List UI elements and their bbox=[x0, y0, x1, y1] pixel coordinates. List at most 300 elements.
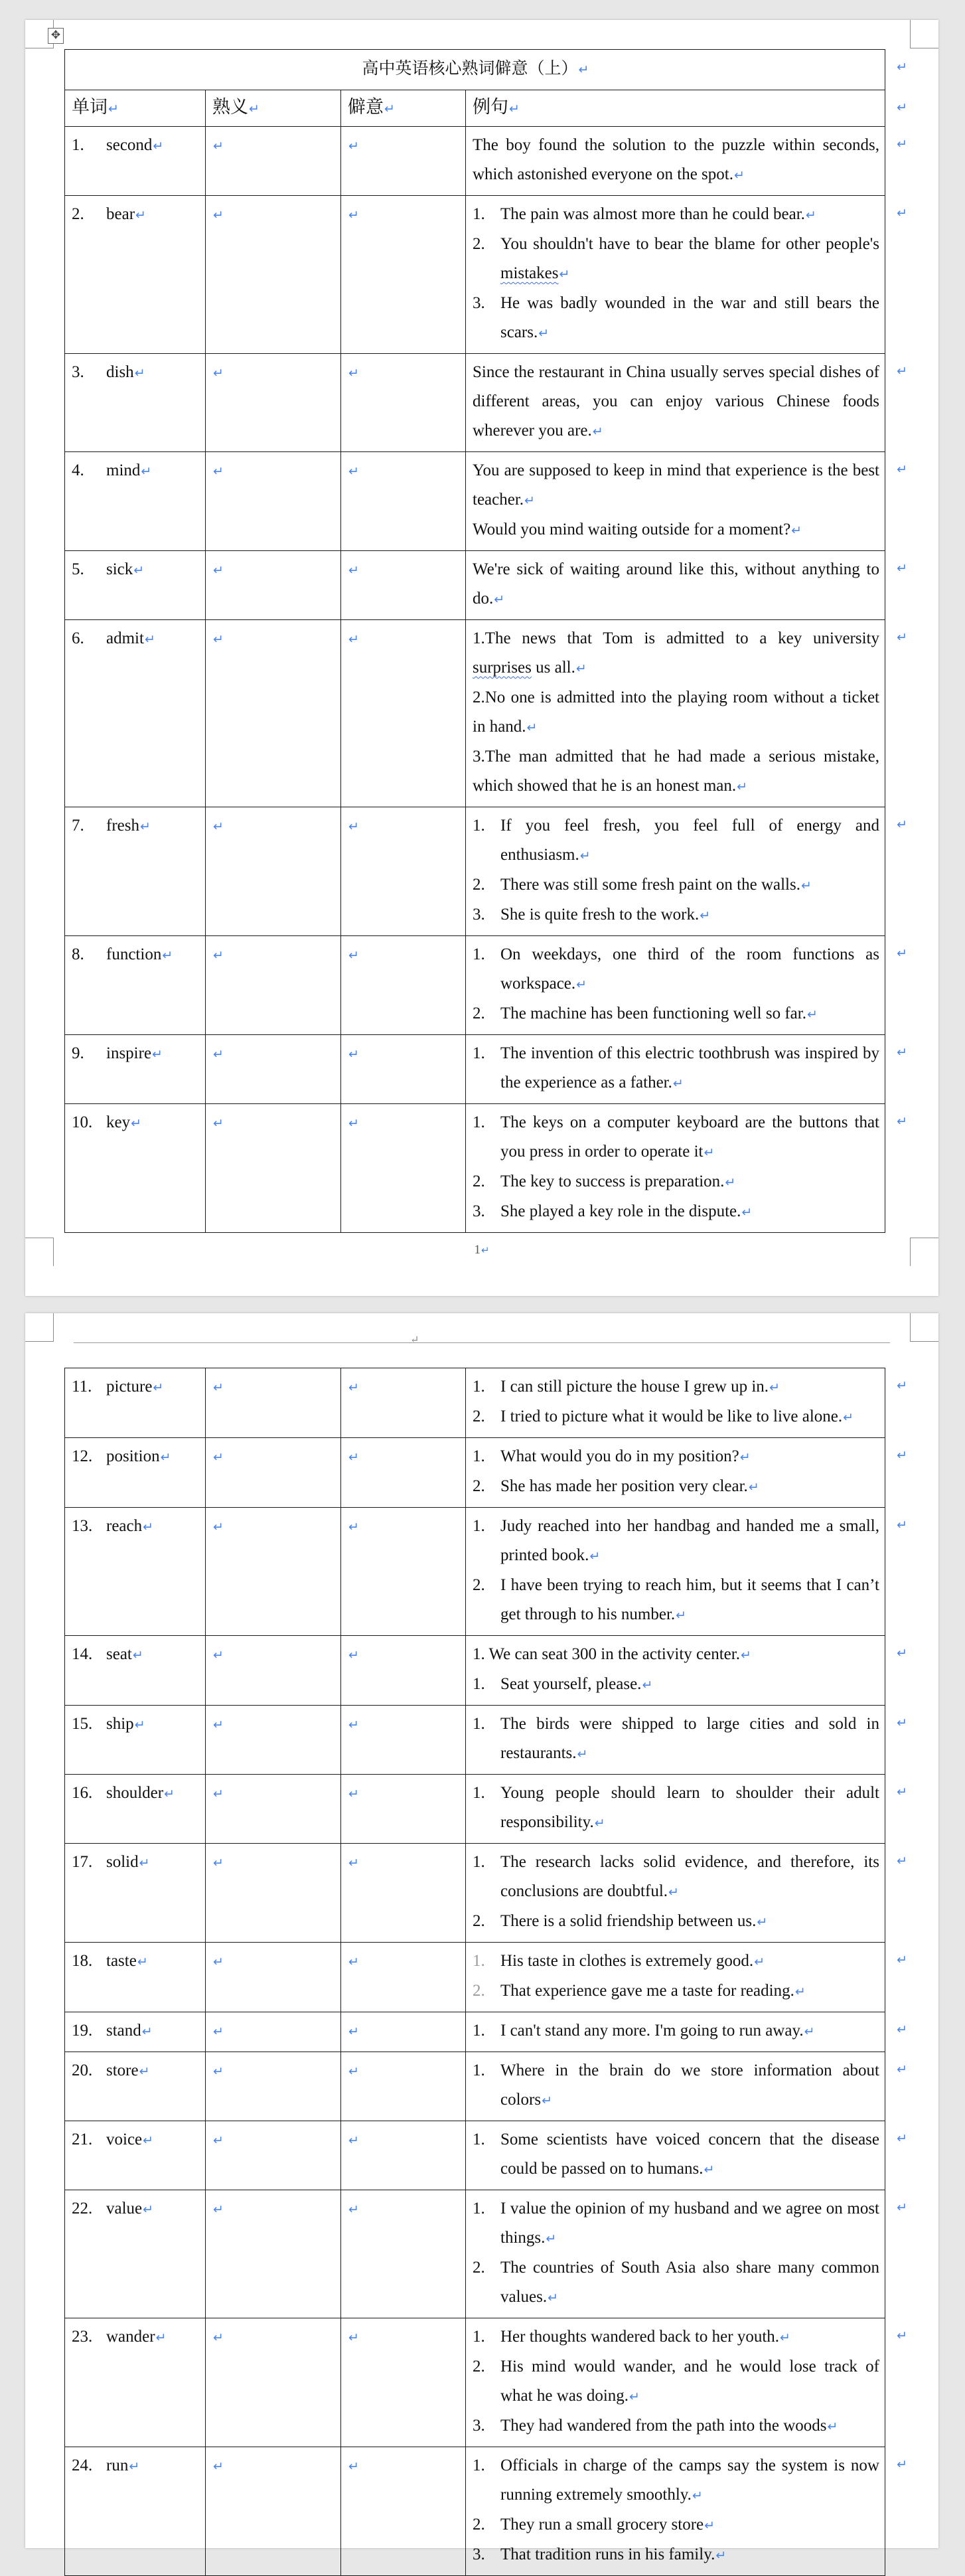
word-number: 21. bbox=[72, 2131, 93, 2148]
example-list-item bbox=[473, 999, 879, 1029]
example-sentence bbox=[473, 624, 879, 683]
paragraph-mark-icon: ↵ bbox=[827, 2419, 838, 2434]
example-list-item bbox=[473, 200, 879, 230]
word-text: mind bbox=[106, 461, 141, 479]
list-number: 2. bbox=[473, 1982, 485, 2000]
familiar-meaning-cell[interactable] bbox=[206, 2318, 341, 2447]
paragraph-mark-icon: ↵ bbox=[213, 948, 224, 963]
paragraph-mark-icon: ↵ bbox=[579, 848, 591, 863]
paragraph-mark-icon: ↵ bbox=[137, 1955, 148, 1969]
example-text: That tradition runs in his family. bbox=[500, 2545, 715, 2563]
paragraph-mark-icon: ↵ bbox=[700, 908, 711, 923]
word-number: 17. bbox=[72, 1853, 93, 1871]
example-text: She has made her position very clear. bbox=[500, 1477, 748, 1495]
paragraph-mark-icon: ↵ bbox=[672, 1076, 684, 1091]
word-text: admit bbox=[106, 629, 144, 647]
example-cell[interactable] bbox=[466, 2190, 907, 2318]
word-number: 18. bbox=[72, 1952, 93, 1970]
rare-meaning-cell[interactable] bbox=[341, 1775, 466, 1844]
word-cell[interactable] bbox=[65, 1943, 206, 2012]
example-text: His taste in clothes is extremely good. bbox=[500, 1952, 754, 1970]
paragraph-mark-icon: ↵ bbox=[213, 1520, 224, 1534]
example-cell[interactable] bbox=[466, 1035, 907, 1104]
table-move-handle-icon[interactable]: ✥ bbox=[48, 28, 64, 44]
example-list-item bbox=[473, 1779, 879, 1838]
header-cell[interactable] bbox=[466, 90, 907, 127]
familiar-meaning-cell[interactable] bbox=[206, 2447, 341, 2576]
example-list-item bbox=[473, 2016, 879, 2046]
paragraph-mark-icon: ↵ bbox=[348, 464, 359, 479]
paragraph-mark-icon: ↵ bbox=[213, 632, 224, 647]
familiar-meaning-cell[interactable] bbox=[206, 354, 341, 452]
example-cell[interactable] bbox=[466, 1368, 907, 1438]
paragraph-mark-icon: ↵ bbox=[348, 1955, 359, 1969]
word-cell[interactable] bbox=[65, 2447, 206, 2576]
table-title-cell[interactable] bbox=[65, 50, 907, 90]
example-text: Some scientists have voiced concern that the disease could be passed on to humans. bbox=[500, 2131, 879, 2178]
paragraph-mark-icon: ↵ bbox=[213, 1648, 224, 1662]
list-number: 3. bbox=[473, 294, 485, 312]
example-list-item bbox=[473, 2411, 879, 2441]
word-cell[interactable] bbox=[65, 1636, 206, 1706]
paragraph-mark-icon: ↵ bbox=[213, 1450, 224, 1465]
example-cell[interactable] bbox=[466, 2318, 907, 2447]
rare-meaning-cell[interactable] bbox=[341, 551, 466, 620]
familiar-meaning-cell[interactable] bbox=[206, 1706, 341, 1775]
table-row bbox=[65, 2012, 885, 2052]
paragraph-mark-icon: ↵ bbox=[494, 592, 505, 607]
word-cell[interactable] bbox=[65, 620, 206, 807]
example-cell[interactable] bbox=[466, 2052, 907, 2121]
paragraph-mark-icon: ↵ bbox=[348, 2459, 359, 2474]
table-row bbox=[65, 1035, 885, 1104]
rare-meaning-cell[interactable] bbox=[341, 807, 466, 936]
list-number: 1. bbox=[473, 1113, 485, 1131]
paragraph-mark-icon: ↵ bbox=[578, 62, 589, 77]
paragraph-mark-icon: ↵ bbox=[132, 1648, 143, 1662]
word-text: shoulder bbox=[106, 1784, 164, 1802]
familiar-meaning-cell[interactable] bbox=[206, 807, 341, 936]
table-row bbox=[65, 1844, 885, 1943]
word-text: picture bbox=[106, 1378, 153, 1396]
example-cell[interactable] bbox=[466, 1844, 907, 1943]
list-number: 3. bbox=[473, 1202, 485, 1220]
paragraph-mark-icon: ↵ bbox=[804, 2024, 815, 2039]
example-text: There is a solid friendship between us. bbox=[500, 1912, 757, 1930]
list-number: 1. bbox=[473, 2022, 485, 2040]
word-text: key bbox=[106, 1113, 131, 1131]
familiar-meaning-cell[interactable] bbox=[206, 127, 341, 196]
rare-meaning-cell[interactable] bbox=[341, 1508, 466, 1636]
row-end-mark-icon: ↵ bbox=[897, 1716, 907, 1730]
word-cell[interactable] bbox=[65, 354, 206, 452]
example-text: I can't stand any more. I'm going to run away. bbox=[500, 2022, 804, 2040]
list-number: 1. bbox=[473, 2131, 485, 2148]
table-row bbox=[65, 1438, 885, 1508]
word-text: ship bbox=[106, 1715, 134, 1733]
header-cell[interactable] bbox=[65, 90, 206, 127]
paragraph-mark-icon: ↵ bbox=[213, 2133, 224, 2148]
word-cell[interactable] bbox=[65, 196, 206, 354]
example-cell[interactable] bbox=[466, 551, 907, 620]
rare-meaning-cell[interactable] bbox=[341, 1035, 466, 1104]
header-cell[interactable] bbox=[341, 90, 466, 127]
list-number: 3. bbox=[473, 906, 485, 924]
paragraph-mark-icon: ↵ bbox=[213, 2064, 224, 2079]
familiar-meaning-cell[interactable] bbox=[206, 620, 341, 807]
example-text: The invention of this electric toothbrush was inspired by the experience as a father. bbox=[500, 1044, 879, 1091]
familiar-meaning-cell[interactable] bbox=[206, 1636, 341, 1706]
example-cell[interactable] bbox=[466, 1636, 907, 1706]
table-row bbox=[65, 1706, 885, 1775]
example-list-item bbox=[473, 230, 879, 289]
familiar-meaning-cell[interactable] bbox=[206, 196, 341, 354]
table-row bbox=[65, 1104, 885, 1233]
list-number: 1. bbox=[473, 1715, 485, 1733]
example-text: The key to success is preparation. bbox=[500, 1172, 725, 1190]
rare-meaning-cell[interactable] bbox=[341, 1844, 466, 1943]
example-list-item bbox=[473, 1976, 879, 2006]
header-word: 单词 bbox=[72, 97, 108, 118]
list-number: 2. bbox=[473, 2259, 485, 2277]
familiar-meaning-cell[interactable] bbox=[206, 2190, 341, 2318]
example-cell[interactable] bbox=[466, 1438, 907, 1508]
row-end-mark-icon: ↵ bbox=[897, 1378, 907, 1393]
rare-meaning-cell[interactable] bbox=[341, 2012, 466, 2052]
rare-meaning-cell[interactable] bbox=[341, 2052, 466, 2121]
familiar-meaning-cell[interactable] bbox=[206, 936, 341, 1035]
header-rare-meaning: 僻意 bbox=[348, 97, 384, 118]
paragraph-mark-icon: ↵ bbox=[805, 208, 816, 222]
example-text: The machine has been functioning well so far. bbox=[500, 1005, 806, 1022]
example-text: You shouldn't have to bear the blame for other people's mistakes bbox=[500, 235, 879, 282]
paragraph-mark-icon: ↵ bbox=[748, 1480, 759, 1494]
example-list-item bbox=[473, 811, 879, 870]
paragraph-mark-icon: ↵ bbox=[733, 168, 745, 183]
list-number: 1. bbox=[473, 817, 485, 835]
example-list-item bbox=[473, 1710, 879, 1769]
paragraph-mark-icon: ↵ bbox=[143, 2202, 154, 2217]
familiar-meaning-cell[interactable] bbox=[206, 1035, 341, 1104]
example-cell[interactable] bbox=[466, 452, 907, 551]
paragraph-mark-icon: ↵ bbox=[153, 1380, 164, 1395]
row-end-mark-icon: ↵ bbox=[897, 1953, 907, 1967]
header-paragraph-mark-icon: ↵ bbox=[410, 1334, 419, 1346]
paragraph-mark-icon: ↵ bbox=[213, 2024, 224, 2039]
example-text: Her thoughts wandered back to her youth. bbox=[500, 2328, 780, 2346]
word-text: stand bbox=[106, 2022, 141, 2040]
example-list-item bbox=[473, 1947, 879, 1976]
paragraph-mark-icon: ↵ bbox=[754, 1955, 765, 1969]
word-cell[interactable] bbox=[65, 1104, 206, 1233]
paragraph-mark-icon: ↵ bbox=[160, 1450, 171, 1465]
paragraph-mark-icon: ↵ bbox=[139, 819, 151, 834]
rare-meaning-cell[interactable] bbox=[341, 354, 466, 452]
row-end-mark-icon: ↵ bbox=[897, 364, 907, 378]
paragraph-mark-icon: ↵ bbox=[134, 1718, 145, 1732]
table-row bbox=[65, 1943, 885, 2012]
word-cell[interactable] bbox=[65, 2318, 206, 2447]
paragraph-mark-icon: ↵ bbox=[348, 2133, 359, 2148]
table-row bbox=[65, 127, 885, 196]
row-end-mark-icon: ↵ bbox=[897, 100, 907, 115]
rare-meaning-cell[interactable] bbox=[341, 1706, 466, 1775]
paragraph-mark-icon: ↵ bbox=[741, 1205, 753, 1220]
header-cell[interactable] bbox=[206, 90, 341, 127]
example-text: We're sick of waiting around like this, without anything to do. bbox=[473, 560, 879, 607]
example-text: There was still some fresh paint on the walls. bbox=[500, 876, 800, 894]
word-number: 13. bbox=[72, 1517, 93, 1535]
paragraph-mark-icon: ↵ bbox=[769, 1380, 780, 1395]
example-sentence bbox=[473, 358, 879, 446]
paragraph-mark-icon: ↵ bbox=[704, 2162, 715, 2177]
example-text: What would you do in my position? bbox=[500, 1447, 739, 1465]
paragraph-mark-icon: ↵ bbox=[213, 563, 224, 578]
word-cell[interactable] bbox=[65, 551, 206, 620]
familiar-meaning-cell[interactable] bbox=[206, 1104, 341, 1233]
page-corner-mark bbox=[25, 1313, 54, 1342]
word-cell[interactable] bbox=[65, 127, 206, 196]
familiar-meaning-cell[interactable] bbox=[206, 1438, 341, 1508]
rare-meaning-cell[interactable] bbox=[341, 1636, 466, 1706]
familiar-meaning-cell[interactable] bbox=[206, 452, 341, 551]
paragraph-mark-icon: ↵ bbox=[348, 1450, 359, 1465]
paragraph-mark-icon: ↵ bbox=[213, 366, 224, 380]
paragraph-mark-icon: ↵ bbox=[213, 464, 224, 479]
table-row bbox=[65, 196, 885, 354]
paragraph-mark-icon: ↵ bbox=[213, 1955, 224, 1969]
example-text: I value the opinion of my husband and we agree on most things. bbox=[500, 2200, 879, 2247]
paragraph-mark-icon: ↵ bbox=[757, 1915, 768, 1929]
rare-meaning-cell[interactable] bbox=[341, 2190, 466, 2318]
list-number: 1. bbox=[473, 1675, 485, 1693]
word-cell[interactable] bbox=[65, 2012, 206, 2052]
example-text: 1. We can seat 300 in the activity center. bbox=[473, 1645, 740, 1663]
paragraph-mark-icon: ↵ bbox=[524, 493, 535, 508]
list-number: 1. bbox=[473, 1447, 485, 1465]
paragraph-mark-icon: ↵ bbox=[348, 139, 359, 153]
list-number: 1. bbox=[473, 1044, 485, 1062]
word-text: taste bbox=[106, 1952, 137, 1970]
paragraph-mark-icon: ↵ bbox=[737, 779, 748, 794]
word-cell[interactable] bbox=[65, 1844, 206, 1943]
list-number: 1. bbox=[473, 1378, 485, 1396]
word-number: 24. bbox=[72, 2456, 93, 2474]
list-number: 1. bbox=[473, 1517, 485, 1535]
example-text: 1.The news that Tom is admitted to a key university surprises us all. bbox=[473, 629, 879, 677]
example-cell[interactable] bbox=[466, 620, 907, 807]
rare-meaning-cell[interactable] bbox=[341, 1368, 466, 1438]
paragraph-mark-icon: ↵ bbox=[589, 1549, 601, 1564]
example-sentence bbox=[473, 456, 879, 515]
rare-meaning-cell[interactable] bbox=[341, 2318, 466, 2447]
list-number: 1. bbox=[473, 945, 485, 963]
word-text: position bbox=[106, 1447, 160, 1465]
row-end-mark-icon: ↵ bbox=[897, 462, 907, 477]
example-text: Young people should learn to shoulder their adult responsibility. bbox=[500, 1784, 879, 1831]
example-cell[interactable] bbox=[466, 1706, 907, 1775]
paragraph-mark-icon: ↵ bbox=[144, 632, 155, 647]
familiar-meaning-cell[interactable] bbox=[206, 2012, 341, 2052]
paragraph-mark-icon: ↵ bbox=[348, 2202, 359, 2217]
paragraph-mark-icon: ↵ bbox=[542, 2093, 553, 2108]
header-line bbox=[74, 1342, 890, 1343]
example-sentence bbox=[473, 555, 879, 614]
example-text: Judy reached into her handbag and handed me a small, printed book. bbox=[500, 1517, 879, 1564]
example-cell[interactable] bbox=[466, 1508, 907, 1636]
word-cell[interactable] bbox=[65, 1775, 206, 1844]
word-text: inspire bbox=[106, 1044, 152, 1062]
row-end-mark-icon: ↵ bbox=[897, 2328, 907, 2343]
list-number: 2. bbox=[473, 1477, 485, 1495]
word-number: 3. bbox=[72, 363, 84, 381]
example-list-item bbox=[473, 1372, 879, 1402]
word-number: 16. bbox=[72, 1784, 93, 1802]
paragraph-mark-icon: ↵ bbox=[780, 2330, 790, 2345]
familiar-meaning-cell[interactable] bbox=[206, 1943, 341, 2012]
word-number: 2. bbox=[72, 205, 84, 223]
list-number: 1. bbox=[473, 2328, 485, 2346]
rare-meaning-cell[interactable] bbox=[341, 2447, 466, 2576]
example-text: 2.No one is admitted into the playing room without a ticket in hand. bbox=[473, 688, 879, 736]
document-page-2 bbox=[25, 1313, 938, 2563]
row-end-mark-icon: ↵ bbox=[897, 1785, 907, 1799]
rare-meaning-cell[interactable] bbox=[341, 936, 466, 1035]
word-cell[interactable] bbox=[65, 2052, 206, 2121]
word-text: bear bbox=[106, 205, 135, 223]
paragraph-mark-icon: ↵ bbox=[715, 2548, 727, 2563]
paragraph-mark-icon: ↵ bbox=[704, 2518, 715, 2533]
word-cell[interactable] bbox=[65, 1368, 206, 1438]
rare-meaning-cell[interactable] bbox=[341, 1943, 466, 2012]
example-list-item bbox=[473, 2253, 879, 2312]
list-number: 1. bbox=[473, 2061, 485, 2079]
word-number: 1. bbox=[72, 136, 84, 154]
rare-meaning-cell[interactable] bbox=[341, 196, 466, 354]
example-cell[interactable] bbox=[466, 1943, 907, 2012]
example-text: I have been trying to reach him, but it seems that I can’t get through to his number. bbox=[500, 1576, 879, 1623]
example-sentence bbox=[473, 683, 879, 742]
rare-meaning-cell[interactable] bbox=[341, 2121, 466, 2190]
row-end-mark-icon: ↵ bbox=[897, 817, 907, 832]
example-text: You are supposed to keep in mind that experience is the best teacher. bbox=[473, 461, 879, 509]
table-row bbox=[65, 807, 885, 936]
example-cell[interactable] bbox=[466, 936, 907, 1035]
example-list-item bbox=[473, 2352, 879, 2411]
rare-meaning-cell[interactable] bbox=[341, 1104, 466, 1233]
paragraph-mark-icon: ↵ bbox=[791, 523, 802, 538]
word-cell[interactable] bbox=[65, 2121, 206, 2190]
paragraph-mark-icon: ↵ bbox=[806, 1007, 818, 1022]
paragraph-mark-icon: ↵ bbox=[348, 2064, 359, 2079]
row-end-mark-icon: ↵ bbox=[897, 630, 907, 645]
table-row bbox=[65, 551, 885, 620]
table-row bbox=[65, 2121, 885, 2190]
example-cell[interactable] bbox=[466, 2447, 907, 2576]
table-row bbox=[65, 620, 885, 807]
page-number: 1↵ bbox=[474, 1243, 490, 1257]
example-text: She played a key role in the dispute. bbox=[500, 1202, 741, 1220]
paragraph-mark-icon: ↵ bbox=[164, 1787, 175, 1801]
familiar-meaning-cell[interactable] bbox=[206, 1508, 341, 1636]
rare-meaning-cell[interactable] bbox=[341, 1438, 466, 1508]
row-end-mark-icon: ↵ bbox=[897, 137, 907, 151]
word-cell[interactable] bbox=[65, 452, 206, 551]
paragraph-mark-icon: ↵ bbox=[794, 1984, 806, 1999]
word-cell[interactable] bbox=[65, 1706, 206, 1775]
paragraph-mark-icon: ↵ bbox=[135, 208, 146, 222]
list-number: 2. bbox=[473, 876, 485, 894]
row-end-mark-icon: ↵ bbox=[897, 1045, 907, 1060]
example-cell[interactable] bbox=[466, 1775, 907, 1844]
example-list-item bbox=[473, 870, 879, 900]
example-text: If you feel fresh, you feel full of energy and enthusiasm. bbox=[500, 817, 879, 864]
paragraph-mark-icon: ↵ bbox=[153, 139, 164, 153]
word-cell[interactable] bbox=[65, 2190, 206, 2318]
familiar-meaning-cell[interactable] bbox=[206, 2121, 341, 2190]
example-cell[interactable] bbox=[466, 127, 907, 196]
example-text: Where in the brain do we store information about colors bbox=[500, 2061, 879, 2109]
example-text: The birds were shipped to large cities and sold in restaurants. bbox=[500, 1715, 879, 1762]
example-cell[interactable] bbox=[466, 2012, 907, 2052]
word-cell[interactable] bbox=[65, 936, 206, 1035]
paragraph-mark-icon: ↵ bbox=[739, 1450, 751, 1465]
paragraph-mark-icon: ↵ bbox=[740, 1648, 751, 1662]
row-end-mark-icon: ↵ bbox=[897, 1646, 907, 1660]
example-list-item bbox=[473, 1907, 879, 1937]
rare-meaning-cell[interactable] bbox=[341, 620, 466, 807]
rare-meaning-cell[interactable] bbox=[341, 127, 466, 196]
example-cell[interactable] bbox=[466, 2121, 907, 2190]
example-list-item bbox=[473, 1670, 879, 1700]
example-text: The countries of South Asia also share many common values. bbox=[500, 2259, 879, 2306]
word-text: voice bbox=[106, 2131, 143, 2148]
paragraph-mark-icon: ↵ bbox=[348, 632, 359, 647]
familiar-meaning-cell[interactable] bbox=[206, 1368, 341, 1438]
example-cell[interactable] bbox=[466, 1104, 907, 1233]
rare-meaning-cell[interactable] bbox=[341, 452, 466, 551]
example-cell[interactable] bbox=[466, 354, 907, 452]
word-cell[interactable] bbox=[65, 1035, 206, 1104]
paragraph-mark-icon: ↵ bbox=[141, 2024, 153, 2039]
paragraph-mark-icon: ↵ bbox=[348, 1648, 359, 1662]
list-number: 2. bbox=[473, 235, 485, 253]
paragraph-mark-icon: ↵ bbox=[348, 2330, 359, 2345]
familiar-meaning-cell[interactable] bbox=[206, 1844, 341, 1943]
word-cell[interactable] bbox=[65, 1508, 206, 1636]
spelling-underline: surprises bbox=[473, 659, 532, 677]
example-list-item bbox=[473, 900, 879, 930]
familiar-meaning-cell[interactable] bbox=[206, 2052, 341, 2121]
paragraph-mark-icon: ↵ bbox=[348, 948, 359, 963]
example-cell[interactable] bbox=[466, 196, 907, 354]
header-familiar-meaning: 熟义 bbox=[212, 97, 248, 118]
word-text: solid bbox=[106, 1853, 139, 1871]
paragraph-mark-icon: ↵ bbox=[538, 326, 550, 341]
word-cell[interactable] bbox=[65, 1438, 206, 1508]
example-list-item bbox=[473, 1848, 879, 1907]
example-text: On weekdays, one third of the room functions as workspace. bbox=[500, 945, 879, 993]
word-cell[interactable] bbox=[65, 807, 206, 936]
familiar-meaning-cell[interactable] bbox=[206, 1775, 341, 1844]
word-number: 20. bbox=[72, 2061, 93, 2079]
example-sentence bbox=[473, 742, 879, 801]
example-cell[interactable] bbox=[466, 807, 907, 936]
familiar-meaning-cell[interactable] bbox=[206, 551, 341, 620]
word-number: 6. bbox=[72, 629, 84, 647]
example-text: They had wandered from the path into the woods bbox=[500, 2417, 827, 2435]
paragraph-mark-icon: ↵ bbox=[129, 2459, 140, 2474]
